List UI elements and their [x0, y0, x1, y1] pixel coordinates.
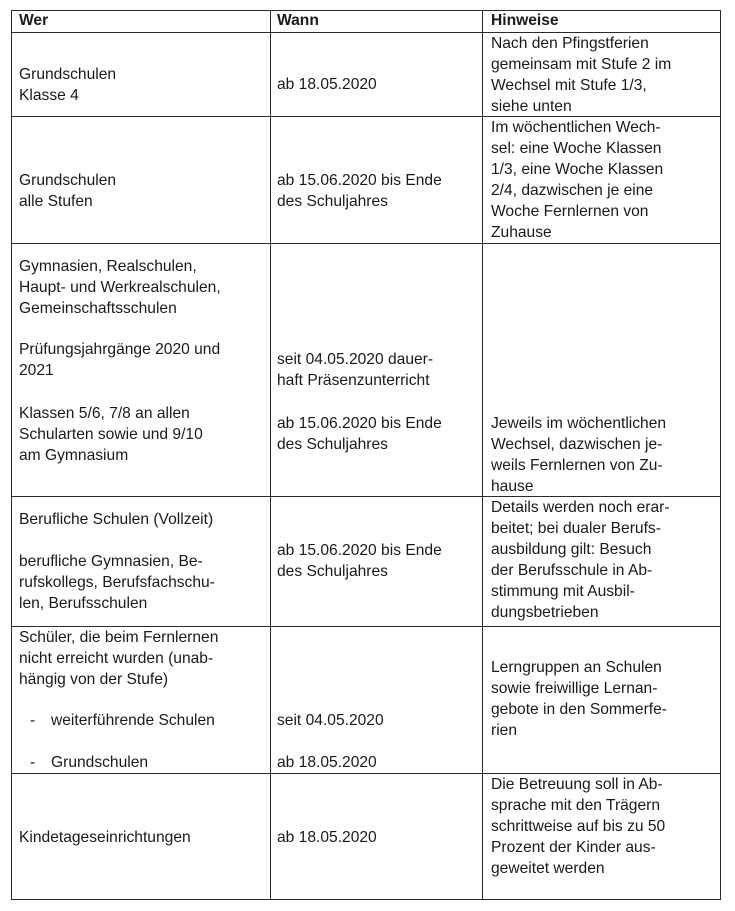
cell-wer: Haupt- und Werkrealschulen,: [19, 279, 221, 296]
header-hinweise: Hinweise: [491, 12, 559, 29]
cell-wann: des Schuljahres: [277, 563, 388, 580]
cell-wer: weiterführende Schulen: [51, 712, 215, 729]
cell-hinweise: sprache mit den Trägern: [491, 797, 661, 814]
cell-hinweise: beitet; bei dualer Berufs-: [491, 520, 661, 537]
cell-hinweise: Details werden noch erar-: [491, 499, 670, 516]
cell-hinweise: stimmung mit Ausbil-: [491, 583, 635, 600]
bullet-dash: -: [30, 712, 36, 729]
cell-hinweise: Lerngruppen an Schulen: [491, 659, 662, 676]
cell-wer: berufliche Gymnasien, Be-: [19, 553, 203, 570]
header-wann: Wann: [277, 12, 319, 29]
cell-hinweise: sowie freiwillige Lernan-: [491, 680, 658, 697]
cell-hinweise: gebote in den Sommerfe-: [491, 701, 667, 718]
cell-hinweise: 2/4, dazwischen je eine: [491, 182, 654, 199]
table-row-border: [11, 243, 721, 244]
cell-hinweise: ausbildung gilt: Besuch: [491, 541, 652, 558]
cell-wer: len, Berufsschulen: [19, 595, 148, 612]
cell-wer: Prüfungsjahrgänge 2020 und: [19, 341, 221, 358]
cell-hinweise: schrittweise auf bis zu 50: [491, 818, 666, 835]
cell-wer: Schüler, die beim Fernlernen: [19, 629, 219, 646]
header-wer: Wer: [19, 12, 49, 29]
bullet-dash: -: [30, 754, 36, 771]
cell-hinweise: Wechsel, dazwischen je-: [491, 436, 663, 453]
cell-wann: des Schuljahres: [277, 193, 388, 210]
cell-hinweise: Prozent der Kinder aus-: [491, 839, 656, 856]
cell-wann: seit 04.05.2020 dauer-: [277, 351, 434, 368]
cell-hinweise: Im wöchentlichen Wech-: [491, 119, 661, 136]
cell-wer: Grundschulen: [19, 172, 117, 189]
cell-hinweise: rien: [491, 722, 518, 739]
cell-wer: Gymnasien, Realschulen,: [19, 258, 197, 275]
table-row-border: [11, 899, 721, 900]
cell-hinweise: geweitet werden: [491, 860, 605, 877]
cell-wann: haft Präsenzunterricht: [277, 372, 430, 389]
cell-wer: 2021: [19, 362, 54, 379]
cell-wer: Klasse 4: [19, 87, 79, 104]
table-col-border: [270, 10, 271, 900]
cell-wann: seit 04.05.2020: [277, 712, 384, 729]
cell-wer: am Gymnasium: [19, 447, 129, 464]
cell-wer: Gemeinschaftsschulen: [19, 300, 177, 317]
cell-hinweise: dungsbetrieben: [491, 604, 599, 621]
cell-hinweise: sel: eine Woche Klassen: [491, 140, 662, 157]
cell-wann: ab 15.06.2020 bis Ende: [277, 415, 442, 432]
table-col-border: [720, 10, 721, 900]
cell-hinweise: Nach den Pfingstferien: [491, 35, 649, 52]
cell-wann: ab 15.06.2020 bis Ende: [277, 542, 442, 559]
table-row-border: [11, 10, 721, 11]
cell-wann: ab 18.05.2020: [277, 829, 377, 846]
cell-hinweise: hause: [491, 478, 534, 495]
table-col-border: [11, 10, 12, 900]
cell-wer: Grundschulen: [51, 754, 149, 771]
cell-wer: alle Stufen: [19, 193, 93, 210]
cell-hinweise: Wechsel mit Stufe 1/3,: [491, 77, 647, 94]
cell-hinweise: 1/3, eine Woche Klassen: [491, 161, 664, 178]
cell-wer: Grundschulen: [19, 66, 117, 83]
cell-hinweise: siehe unten: [491, 98, 572, 115]
cell-wann: ab 15.06.2020 bis Ende: [277, 172, 442, 189]
cell-hinweise: Die Betreuung soll in Ab-: [491, 776, 663, 793]
cell-hinweise: Woche Fernlernen von: [491, 203, 649, 220]
cell-wer: nicht erreicht wurden (unab-: [19, 650, 214, 667]
cell-hinweise: der Berufsschule in Ab-: [491, 562, 653, 579]
cell-wer: hängig von der Stufe): [19, 671, 169, 688]
cell-wer: Berufliche Schulen (Vollzeit): [19, 511, 214, 528]
cell-wer: Klassen 5/6, 7/8 an allen: [19, 405, 190, 422]
cell-hinweise: weils Fernlernen von Zu-: [491, 457, 663, 474]
cell-wer: Schularten sowie und 9/10: [19, 426, 203, 443]
cell-wann: ab 18.05.2020: [277, 754, 377, 771]
cell-wer: rufskollegs, Berufsfachschu-: [19, 574, 215, 591]
cell-wann: des Schuljahres: [277, 436, 388, 453]
cell-hinweise: gemeinsam mit Stufe 2 im: [491, 56, 672, 73]
cell-hinweise: Jeweils im wöchentlichen: [491, 415, 667, 432]
cell-wann: ab 18.05.2020: [277, 76, 377, 93]
cell-hinweise: Zuhause: [491, 224, 552, 241]
table-col-border: [482, 10, 483, 900]
cell-wer: Kindetageseinrichtungen: [19, 829, 191, 846]
